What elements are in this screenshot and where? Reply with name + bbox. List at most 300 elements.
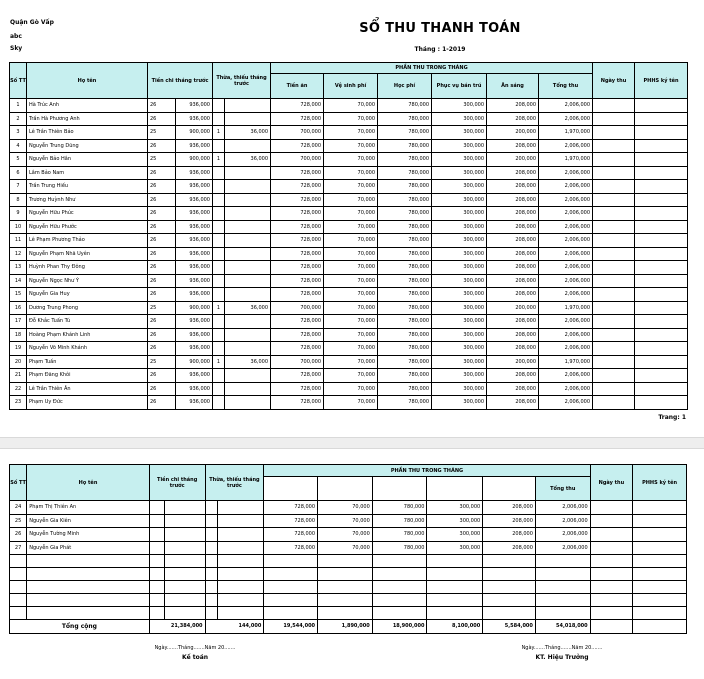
row-diff-days bbox=[213, 396, 225, 410]
col-food-blank bbox=[264, 477, 318, 501]
table-row bbox=[10, 328, 688, 342]
row-prev-amount: 936,000 bbox=[176, 342, 213, 356]
row-stt: 10 bbox=[10, 220, 27, 234]
principal-signature bbox=[492, 645, 632, 661]
totals-prev: 21,384,000 bbox=[149, 620, 205, 634]
row-hygiene: 70,000 bbox=[318, 528, 373, 542]
row-diff-days bbox=[213, 261, 225, 275]
row-date bbox=[593, 112, 635, 126]
row-service: 300,000 bbox=[432, 396, 487, 410]
row-days: 26 bbox=[148, 369, 176, 383]
empty-cell bbox=[27, 581, 150, 594]
row-hygiene: 70,000 bbox=[324, 301, 378, 315]
table-row bbox=[10, 247, 688, 261]
empty-cell bbox=[535, 581, 590, 594]
row-sign bbox=[635, 180, 688, 194]
row-sign bbox=[635, 220, 688, 234]
row-food: 728,000 bbox=[271, 342, 324, 356]
row-days: 26 bbox=[148, 139, 176, 153]
row-stt: 13 bbox=[10, 261, 27, 275]
row-diff-amount bbox=[225, 166, 271, 180]
table-row bbox=[10, 99, 688, 113]
empty-cell bbox=[27, 594, 150, 607]
row-days: 26 bbox=[148, 180, 176, 194]
row-date bbox=[593, 99, 635, 113]
row-tuition: 780,000 bbox=[378, 261, 432, 275]
accountant-title: Kế toán bbox=[181, 654, 209, 661]
row-days: 26 bbox=[148, 234, 176, 248]
row-total: 2,006,000 bbox=[539, 234, 593, 248]
empty-cell bbox=[165, 594, 206, 607]
row-diff-amount bbox=[217, 514, 264, 528]
row-name: Đỗ Khắc Tuấn Tú bbox=[27, 315, 148, 329]
row-service: 300,000 bbox=[432, 315, 487, 329]
row-diff-amount bbox=[217, 528, 264, 542]
row-stt: 22 bbox=[10, 382, 27, 396]
row-sign bbox=[633, 501, 687, 515]
row-sign bbox=[635, 355, 688, 369]
row-diff-amount bbox=[225, 99, 271, 113]
row-breakfast: 208,000 bbox=[487, 382, 539, 396]
row-prev-amount: 936,000 bbox=[176, 247, 213, 261]
empty-cell bbox=[10, 581, 27, 594]
empty-cell bbox=[264, 581, 318, 594]
row-service: 300,000 bbox=[432, 126, 487, 140]
row-breakfast: 208,000 bbox=[487, 166, 539, 180]
row-name: Huỳnh Phan Thy Đông bbox=[27, 261, 148, 275]
col-sign: PHHS ký tên bbox=[633, 465, 687, 501]
row-total: 2,006,000 bbox=[539, 315, 593, 329]
totals-diff: 144,000 bbox=[205, 620, 264, 634]
row-breakfast: 208,000 bbox=[487, 274, 539, 288]
row-stt: 8 bbox=[10, 193, 27, 207]
row-total: 2,006,000 bbox=[539, 220, 593, 234]
row-prev-amount: 936,000 bbox=[176, 180, 213, 194]
row-tuition: 780,000 bbox=[378, 139, 432, 153]
totals-label: Tổng cộng bbox=[10, 620, 150, 634]
row-prev-amount: 936,000 bbox=[176, 274, 213, 288]
row-diff-days bbox=[213, 166, 225, 180]
row-tuition: 780,000 bbox=[378, 166, 432, 180]
row-diff-days bbox=[205, 541, 217, 555]
empty-cell bbox=[318, 568, 373, 581]
row-name: Nguyễn Bảo Hân bbox=[27, 153, 148, 167]
row-food: 728,000 bbox=[264, 541, 318, 555]
col-prev: Tiền chi tháng trước bbox=[149, 465, 205, 501]
row-date bbox=[593, 139, 635, 153]
row-total: 2,006,000 bbox=[539, 180, 593, 194]
row-diff-days bbox=[213, 99, 225, 113]
row-total: 2,006,000 bbox=[539, 166, 593, 180]
row-breakfast: 200,000 bbox=[487, 126, 539, 140]
row-service: 300,000 bbox=[432, 301, 487, 315]
row-days: 25 bbox=[148, 355, 176, 369]
row-breakfast: 208,000 bbox=[487, 247, 539, 261]
row-total: 2,006,000 bbox=[539, 139, 593, 153]
row-days: 26 bbox=[148, 274, 176, 288]
row-breakfast: 208,000 bbox=[487, 193, 539, 207]
empty-cell bbox=[10, 555, 27, 568]
empty-cell bbox=[149, 594, 164, 607]
ledger-page-2 bbox=[0, 449, 704, 679]
row-name: Phạm Đăng Khôi bbox=[27, 369, 148, 383]
empty-row bbox=[10, 594, 687, 607]
row-diff-amount bbox=[225, 382, 271, 396]
empty-cell bbox=[427, 581, 483, 594]
row-diff-amount: 36,000 bbox=[225, 355, 271, 369]
row-hygiene: 70,000 bbox=[324, 355, 378, 369]
empty-cell bbox=[205, 581, 217, 594]
row-service: 300,000 bbox=[432, 342, 487, 356]
row-diff-days bbox=[213, 382, 225, 396]
row-total: 2,006,000 bbox=[535, 528, 590, 542]
table-row bbox=[10, 261, 688, 275]
row-stt: 6 bbox=[10, 166, 27, 180]
row-diff-amount bbox=[225, 261, 271, 275]
table-row bbox=[10, 274, 688, 288]
row-days bbox=[149, 541, 164, 555]
empty-cell bbox=[217, 555, 264, 568]
row-tuition: 780,000 bbox=[378, 301, 432, 315]
row-sign bbox=[635, 166, 688, 180]
empty-cell bbox=[165, 607, 206, 620]
row-breakfast: 208,000 bbox=[487, 315, 539, 329]
row-total: 2,006,000 bbox=[535, 541, 590, 555]
empty-cell bbox=[483, 555, 536, 568]
empty-cell bbox=[149, 568, 164, 581]
row-hygiene: 70,000 bbox=[324, 99, 378, 113]
row-diff-days bbox=[213, 315, 225, 329]
row-breakfast: 208,000 bbox=[487, 139, 539, 153]
empty-cell bbox=[27, 555, 150, 568]
row-hygiene: 70,000 bbox=[324, 234, 378, 248]
totals-date bbox=[590, 620, 633, 634]
row-food: 700,000 bbox=[271, 301, 324, 315]
row-date bbox=[593, 180, 635, 194]
row-service: 300,000 bbox=[432, 382, 487, 396]
row-diff-amount bbox=[225, 180, 271, 194]
row-tuition: 780,000 bbox=[372, 541, 427, 555]
row-service: 300,000 bbox=[427, 541, 483, 555]
row-food: 728,000 bbox=[271, 166, 324, 180]
row-tuition: 780,000 bbox=[378, 99, 432, 113]
row-name: Lê Trần Thiên Ân bbox=[27, 382, 148, 396]
empty-cell bbox=[483, 594, 536, 607]
row-hygiene: 70,000 bbox=[324, 247, 378, 261]
row-service: 300,000 bbox=[432, 180, 487, 194]
row-stt: 5 bbox=[10, 153, 27, 167]
row-stt: 24 bbox=[10, 501, 27, 515]
table-row bbox=[10, 288, 688, 302]
row-sign bbox=[633, 528, 687, 542]
row-service: 300,000 bbox=[432, 153, 487, 167]
row-hygiene: 70,000 bbox=[318, 514, 373, 528]
table-row bbox=[10, 528, 687, 542]
row-diff-days bbox=[213, 274, 225, 288]
row-prev-amount: 900,000 bbox=[176, 355, 213, 369]
empty-cell bbox=[318, 594, 373, 607]
row-breakfast: 200,000 bbox=[487, 301, 539, 315]
row-diff-days bbox=[213, 247, 225, 261]
col-breakfast: Ăn sáng bbox=[487, 74, 539, 99]
col-diff: Thừa, thiếu tháng trước bbox=[205, 465, 264, 501]
row-name: Lê Trần Thiên Bảo bbox=[27, 126, 148, 140]
row-diff-amount: 36,000 bbox=[225, 153, 271, 167]
row-service: 300,000 bbox=[432, 166, 487, 180]
row-diff-amount bbox=[225, 396, 271, 410]
row-stt: 27 bbox=[10, 541, 27, 555]
empty-cell bbox=[264, 555, 318, 568]
row-stt: 17 bbox=[10, 315, 27, 329]
accountant-signature bbox=[130, 645, 260, 661]
row-total: 2,006,000 bbox=[539, 328, 593, 342]
row-date bbox=[593, 301, 635, 315]
row-name: Nguyễn Phạm Nhã Uyên bbox=[27, 247, 148, 261]
row-service: 300,000 bbox=[432, 261, 487, 275]
row-diff-days bbox=[213, 342, 225, 356]
row-sign bbox=[635, 99, 688, 113]
table-row bbox=[10, 234, 688, 248]
row-days: 26 bbox=[148, 247, 176, 261]
empty-cell bbox=[633, 607, 687, 620]
row-name: Trương Huỳnh Như bbox=[27, 193, 148, 207]
empty-cell bbox=[10, 594, 27, 607]
row-tuition: 780,000 bbox=[378, 220, 432, 234]
table-row bbox=[10, 315, 688, 329]
row-tuition: 780,000 bbox=[378, 153, 432, 167]
row-stt: 9 bbox=[10, 207, 27, 221]
row-food: 728,000 bbox=[264, 514, 318, 528]
empty-cell bbox=[633, 555, 687, 568]
empty-cell bbox=[372, 607, 427, 620]
col-date: Ngày thu bbox=[593, 63, 635, 99]
row-date bbox=[593, 153, 635, 167]
row-prev-amount: 936,000 bbox=[176, 234, 213, 248]
row-hygiene: 70,000 bbox=[324, 342, 378, 356]
empty-cell bbox=[590, 555, 633, 568]
row-total: 1,970,000 bbox=[539, 355, 593, 369]
row-diff-days: 1 bbox=[213, 301, 225, 315]
table-row bbox=[10, 541, 687, 555]
empty-cell bbox=[27, 607, 150, 620]
row-hygiene: 70,000 bbox=[324, 382, 378, 396]
row-prev-amount: 936,000 bbox=[176, 220, 213, 234]
empty-cell bbox=[217, 581, 264, 594]
row-food: 728,000 bbox=[271, 193, 324, 207]
row-food: 700,000 bbox=[271, 355, 324, 369]
empty-cell bbox=[149, 555, 164, 568]
row-days: 26 bbox=[148, 328, 176, 342]
col-service-blank bbox=[427, 477, 483, 501]
empty-cell bbox=[535, 568, 590, 581]
row-prev-amount: 936,000 bbox=[176, 139, 213, 153]
row-days: 26 bbox=[148, 112, 176, 126]
row-tuition: 780,000 bbox=[378, 112, 432, 126]
empty-cell bbox=[372, 555, 427, 568]
empty-cell bbox=[372, 581, 427, 594]
empty-cell bbox=[483, 607, 536, 620]
row-tuition: 780,000 bbox=[378, 315, 432, 329]
row-sign bbox=[635, 315, 688, 329]
col-prev: Tiền chi tháng trước bbox=[148, 63, 213, 99]
col-hygiene: Vệ sinh phí bbox=[324, 74, 378, 99]
empty-cell bbox=[318, 607, 373, 620]
table-row bbox=[10, 301, 688, 315]
row-diff-amount bbox=[225, 234, 271, 248]
row-service: 300,000 bbox=[427, 528, 483, 542]
row-prev-amount: 936,000 bbox=[176, 112, 213, 126]
empty-cell bbox=[205, 568, 217, 581]
table-row bbox=[10, 396, 688, 410]
empty-cell bbox=[427, 594, 483, 607]
row-tuition: 780,000 bbox=[378, 126, 432, 140]
row-sign bbox=[635, 261, 688, 275]
row-food: 728,000 bbox=[271, 207, 324, 221]
row-service: 300,000 bbox=[432, 220, 487, 234]
row-stt: 14 bbox=[10, 274, 27, 288]
row-tuition: 780,000 bbox=[378, 207, 432, 221]
row-service: 300,000 bbox=[427, 514, 483, 528]
row-service: 300,000 bbox=[432, 193, 487, 207]
payments-table-continued bbox=[9, 464, 687, 634]
row-diff-amount bbox=[225, 139, 271, 153]
row-stt: 4 bbox=[10, 139, 27, 153]
row-name: Nguyễn Trung Dũng bbox=[27, 139, 148, 153]
row-service: 300,000 bbox=[432, 369, 487, 383]
row-service: 300,000 bbox=[427, 501, 483, 515]
principal-date-line: Ngày.......Tháng.......Năm 20....... bbox=[521, 645, 603, 651]
totals-service: 8,100,000 bbox=[427, 620, 483, 634]
row-tuition: 780,000 bbox=[372, 501, 427, 515]
row-sign bbox=[635, 207, 688, 221]
row-hygiene: 70,000 bbox=[324, 315, 378, 329]
class-label: Sky bbox=[10, 45, 23, 52]
row-total: 2,006,000 bbox=[539, 274, 593, 288]
row-days bbox=[149, 501, 164, 515]
row-tuition: 780,000 bbox=[378, 396, 432, 410]
row-tuition: 780,000 bbox=[378, 355, 432, 369]
row-prev-amount bbox=[165, 528, 206, 542]
row-diff-days: 1 bbox=[213, 355, 225, 369]
row-food: 728,000 bbox=[271, 288, 324, 302]
row-breakfast: 208,000 bbox=[483, 528, 536, 542]
row-hygiene: 70,000 bbox=[324, 328, 378, 342]
row-tuition: 780,000 bbox=[378, 328, 432, 342]
row-breakfast: 208,000 bbox=[487, 328, 539, 342]
row-date bbox=[593, 369, 635, 383]
row-tuition: 780,000 bbox=[378, 369, 432, 383]
row-date bbox=[590, 514, 633, 528]
row-breakfast: 208,000 bbox=[487, 396, 539, 410]
district-label: Quận Gò Vấp bbox=[10, 19, 54, 26]
row-diff-days bbox=[205, 501, 217, 515]
row-prev-amount bbox=[165, 501, 206, 515]
row-date bbox=[593, 207, 635, 221]
empty-cell bbox=[483, 568, 536, 581]
empty-cell bbox=[427, 607, 483, 620]
row-stt: 20 bbox=[10, 355, 27, 369]
row-diff-days: 1 bbox=[213, 153, 225, 167]
row-diff-days bbox=[213, 112, 225, 126]
row-food: 728,000 bbox=[271, 328, 324, 342]
empty-row bbox=[10, 568, 687, 581]
row-service: 300,000 bbox=[432, 112, 487, 126]
row-prev-amount: 936,000 bbox=[176, 261, 213, 275]
row-diff-days bbox=[213, 220, 225, 234]
row-sign bbox=[635, 153, 688, 167]
col-hygiene-blank bbox=[318, 477, 373, 501]
row-diff-amount bbox=[217, 541, 264, 555]
row-food: 728,000 bbox=[271, 247, 324, 261]
row-tuition: 780,000 bbox=[372, 514, 427, 528]
row-sign bbox=[635, 139, 688, 153]
row-name: Phạm Tuấn bbox=[27, 355, 148, 369]
table-row bbox=[10, 342, 688, 356]
empty-row bbox=[10, 555, 687, 568]
empty-cell bbox=[149, 607, 164, 620]
table-row bbox=[10, 369, 688, 383]
empty-row bbox=[10, 581, 687, 594]
row-date bbox=[593, 274, 635, 288]
row-date bbox=[593, 382, 635, 396]
empty-cell bbox=[217, 607, 264, 620]
row-food: 728,000 bbox=[271, 315, 324, 329]
row-name: Lâm Bảo Nam bbox=[27, 166, 148, 180]
row-breakfast: 208,000 bbox=[487, 220, 539, 234]
row-sign bbox=[635, 126, 688, 140]
row-prev-amount: 936,000 bbox=[176, 396, 213, 410]
row-breakfast: 208,000 bbox=[487, 342, 539, 356]
row-tuition: 780,000 bbox=[378, 382, 432, 396]
row-name: Trần Hà Phương Anh bbox=[27, 112, 148, 126]
row-stt: 2 bbox=[10, 112, 27, 126]
row-hygiene: 70,000 bbox=[318, 541, 373, 555]
row-tuition: 780,000 bbox=[378, 234, 432, 248]
row-food: 728,000 bbox=[271, 220, 324, 234]
row-diff-amount bbox=[225, 342, 271, 356]
empty-cell bbox=[590, 594, 633, 607]
row-total: 1,970,000 bbox=[539, 153, 593, 167]
empty-cell bbox=[205, 607, 217, 620]
principal-title: KT. Hiệu Trưởng bbox=[535, 654, 589, 661]
row-stt: 12 bbox=[10, 247, 27, 261]
row-diff-amount bbox=[225, 369, 271, 383]
row-prev-amount: 936,000 bbox=[176, 207, 213, 221]
totals-total: 54,018,000 bbox=[535, 620, 590, 634]
row-diff-days bbox=[213, 193, 225, 207]
row-name: Phạm Uy Đức bbox=[27, 396, 148, 410]
row-sign bbox=[635, 328, 688, 342]
row-diff-days bbox=[213, 207, 225, 221]
row-days: 25 bbox=[148, 301, 176, 315]
col-food: Tiền ăn bbox=[271, 74, 324, 99]
row-date bbox=[593, 126, 635, 140]
empty-cell bbox=[427, 555, 483, 568]
row-diff-amount bbox=[225, 247, 271, 261]
row-date bbox=[593, 247, 635, 261]
row-diff-amount bbox=[225, 315, 271, 329]
table-row bbox=[10, 153, 688, 167]
table-row bbox=[10, 126, 688, 140]
row-prev-amount: 936,000 bbox=[176, 328, 213, 342]
row-name: Hoàng Phạm Khánh Linh bbox=[27, 328, 148, 342]
row-date bbox=[593, 261, 635, 275]
row-sign bbox=[633, 514, 687, 528]
empty-cell bbox=[10, 607, 27, 620]
row-diff-amount bbox=[225, 207, 271, 221]
empty-cell bbox=[535, 594, 590, 607]
empty-cell bbox=[217, 568, 264, 581]
